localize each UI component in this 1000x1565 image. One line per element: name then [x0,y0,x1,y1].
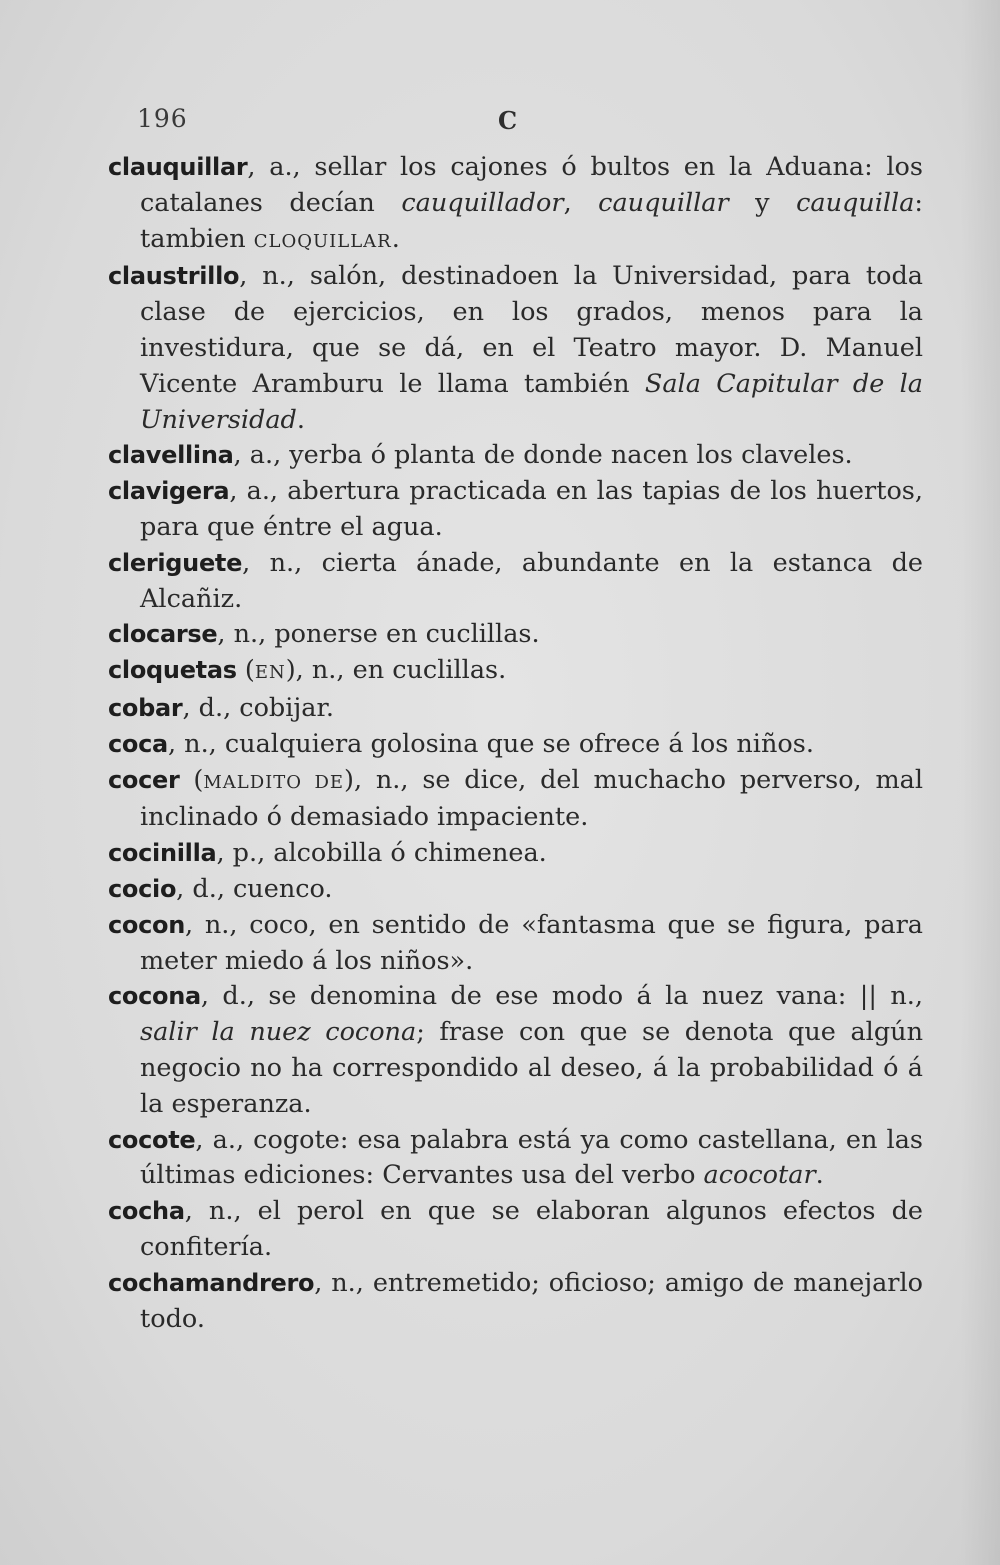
entry-definition-text: , n., el perol en que se elaboran algunos efectos de confitería. [140,1196,923,1262]
entry-headword: cocio [108,874,177,903]
entry-smallcaps-term: CLOQUILLAR [253,230,392,252]
entry-definition-text: , n., cualquiera golosina que se ofrece á los niños. [167,728,814,759]
dictionary-entry [108,691,923,727]
dictionary-entry [108,836,923,872]
entry-definition-text: ( [236,655,255,686]
dictionary-entry [108,727,923,763]
entry-smallcaps-term: MALDITO DE [203,771,345,793]
entry-definition-text: . [296,404,305,435]
dictionary-entry [108,1266,923,1338]
entry-headword: cocona [108,982,201,1011]
dictionary-entry [108,763,923,837]
entry-headword: cocinilla [108,839,217,868]
page-number: 196 [137,104,188,133]
dictionary-entry [108,1194,923,1266]
dictionary-entry [108,150,923,259]
dictionary-entry [108,259,923,438]
entry-headword: cocha [108,1197,185,1226]
entry-italic-term: salir la nuez cocona [140,1017,417,1048]
entry-italic-term: acocotar [703,1160,816,1191]
entry-definition-text: , a., cogote: esa palabra está ya como castellana, en las últimas ediciones: Cervantes usa del verbo [140,1124,923,1191]
entry-headword: clauquillar [108,153,248,181]
entry-definition-text: . [391,223,400,254]
entry-headword: clavigera [108,477,230,506]
entry-definition-text: , n., cierta ánade, abundante en la estanca de Alcañiz. [140,547,923,614]
running-head-letter: C [498,106,518,135]
entry-definition-text: , n., ponerse en cuclillas. [217,619,540,650]
entry-italic-term: Sala Capitular de la Universidad [140,368,923,435]
entry-smallcaps-term: EN [254,662,286,684]
dictionary-entry [108,908,923,980]
entry-headword: cobar [108,693,183,722]
entry-definition-text: : tambien [140,187,923,254]
entry-definition-text: , d., se denomina de ese modo á la nuez vana: || n., [200,981,923,1012]
entry-headword: clavellina [108,441,234,470]
entry-headword: coca [108,729,168,758]
entry-headword: cloquetas [108,656,237,685]
dictionary-entry [108,979,923,1122]
entry-italic-term: cauquillador [401,187,564,218]
entry-definition-text: ), n., en cuclillas. [285,655,507,686]
entry-definition-text: , d., cuenco. [176,873,333,904]
entry-headword: cleriguete [108,548,243,577]
entry-headword: cocote [108,1125,196,1154]
entry-definition-text: , n., coco, en sentido de «fantasma que se figura, para meter miedo á los niños». [140,909,923,976]
dictionary-entries [108,150,923,1337]
entry-definition-text: , a., abertura practicada en las tapias de los huertos, para que éntre el agua. [140,476,923,542]
dictionary-entry [108,617,923,653]
dictionary-entry [108,546,923,618]
entry-definition-text: , a., yerba ó planta de donde nacen los claveles. [233,440,853,471]
entry-definition-text: ; frase con que se denota que algún negocio no ha correspondido al deseo, á la probabilidad ó á la esperanza. [140,1017,923,1119]
dictionary-entry [108,1123,923,1195]
entry-definition-text: , n., salón, destinadoen la Universidad, para toda clase de ejercicios, en los grados, menos para la investidura, que se dá, en el Teatro mayor. D. Manuel Vicente Aramburu le llama también [140,261,923,399]
entry-definition-text: y [728,187,797,218]
entry-italic-term: cauquillar [598,187,729,218]
entry-definition-text: ( [179,764,204,795]
entry-definition-text: , [563,187,599,218]
dictionary-entry [108,474,923,546]
entry-definition-text: ), n., se dice, del muchacho perverso, mal inclinado ó demasiado impaciente. [140,764,923,833]
entry-headword: cocer [108,765,180,794]
page-header [0,100,1000,140]
entry-headword: clocarse [108,620,218,649]
entry-definition-text: . [815,1160,824,1191]
entry-headword: cocon [108,910,186,939]
entry-headword: cochamandrero [108,1268,315,1297]
dictionary-entry [108,872,923,908]
dictionary-entry [108,438,923,474]
entry-definition-text: , a., sellar los cajones ó bultos en la Aduana: los catalanes decían [140,152,923,218]
entry-definition-text: , p., alcobilla ó chimenea. [216,838,547,869]
dictionary-entry [108,653,923,691]
entry-headword: claustrillo [108,262,240,291]
entry-italic-term: cauquilla [796,187,915,218]
entry-definition-text: , d., cobijar. [182,692,335,723]
entry-definition-text: , n., entremetido; oficioso; amigo de manejarlo todo. [140,1267,923,1334]
